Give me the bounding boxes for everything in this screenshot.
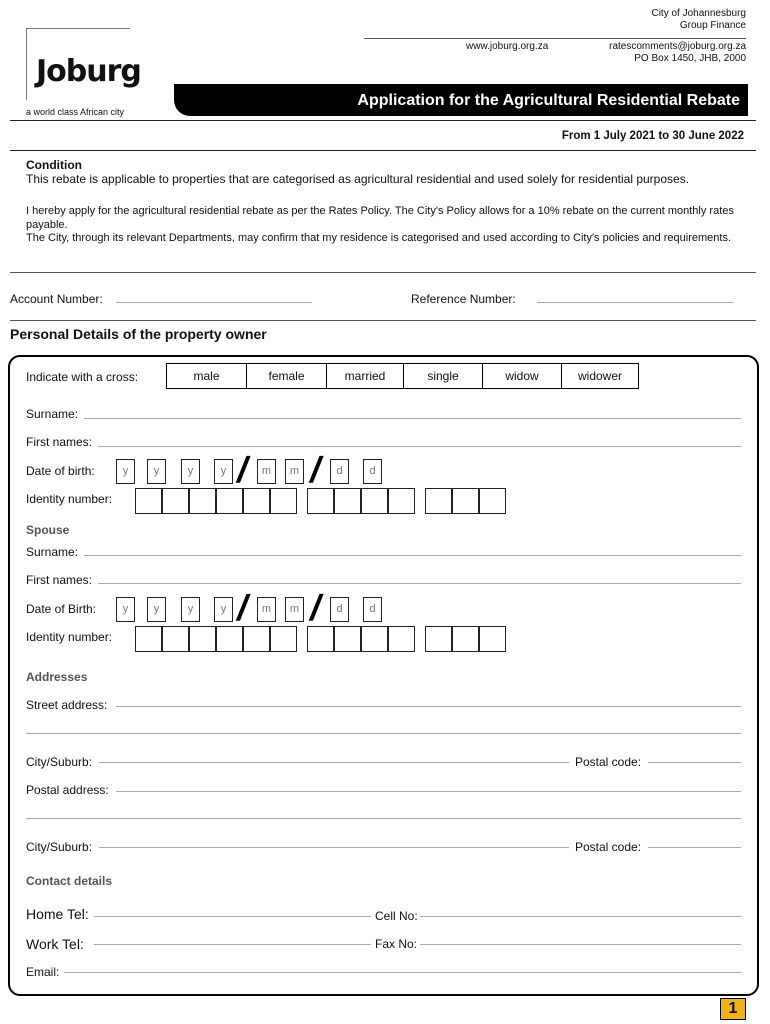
divider xyxy=(10,150,756,151)
spouse-surname-field[interactable] xyxy=(84,555,741,556)
org-line-2: Group Finance xyxy=(679,20,746,31)
divider xyxy=(10,272,756,273)
dob-year-digit[interactable]: y xyxy=(214,459,233,484)
rebate-period: From 1 July 2021 to 30 June 2022 xyxy=(561,130,744,142)
postal-city-suburb-label: City/Suburb: xyxy=(26,840,93,854)
verification-statement: The City, through its relevant Departments, may confirm that my residence is categorised and used according to City's policies and requirements. xyxy=(26,232,731,244)
fax-no-field[interactable] xyxy=(420,944,741,945)
website-link[interactable]: www.joburg.org.za xyxy=(466,41,549,52)
city-suburb-label: City/Suburb: xyxy=(26,755,93,769)
spouse-dob-year-digit[interactable]: y xyxy=(147,597,166,622)
spouse-identity-number-boxes[interactable] xyxy=(425,626,506,652)
divider xyxy=(10,120,756,121)
postal-code-label: Postal code: xyxy=(575,755,642,769)
date-separator-icon: / xyxy=(233,449,253,490)
date-separator-icon: / xyxy=(306,449,326,490)
condition-text: This rebate is applicable to properties that are categorised as agricultural residential and used solely for residential purposes. xyxy=(26,172,690,186)
po-box: PO Box 1450, JHB, 2000 xyxy=(634,53,746,64)
dob-day-digit[interactable]: d xyxy=(330,459,349,484)
spouse-identity-number-boxes[interactable] xyxy=(307,626,415,652)
identity-number-boxes[interactable] xyxy=(307,488,415,514)
personal-details-panel xyxy=(8,355,759,996)
personal-details-title: Personal Details of the property owner xyxy=(10,326,267,342)
spouse-dob-day-digit[interactable]: d xyxy=(363,597,382,622)
joburg-logo: Joburg xyxy=(36,54,141,89)
cell-no-label: Cell No: xyxy=(375,909,418,923)
date-separator-icon: / xyxy=(233,587,253,628)
city-suburb-field[interactable] xyxy=(99,762,569,763)
street-address-line-2[interactable] xyxy=(26,733,741,734)
street-address-field[interactable] xyxy=(116,706,741,707)
work-tel-field[interactable] xyxy=(94,944,371,945)
spouse-heading: Spouse xyxy=(26,523,70,537)
option-single[interactable]: single xyxy=(403,363,483,389)
cross-indicator-label: Indicate with a cross: xyxy=(26,370,139,384)
spouse-first-names-field[interactable] xyxy=(98,583,741,584)
postal-postal-code-field[interactable] xyxy=(648,847,741,848)
spouse-dob-year-digit[interactable]: y xyxy=(181,597,200,622)
application-statement: I hereby apply for the agricultural residential rebate as per the Rates Policy. The City's Policy allows for a 10% rebate on the current monthly rates payable. xyxy=(26,205,734,231)
account-number-field[interactable] xyxy=(116,302,312,303)
postal-address-label: Postal address: xyxy=(26,783,109,797)
addresses-heading: Addresses xyxy=(26,670,88,684)
option-widower[interactable]: widower xyxy=(561,363,639,389)
spouse-identity-number-boxes[interactable] xyxy=(135,626,297,652)
option-female[interactable]: female xyxy=(246,363,327,389)
spouse-identity-number-label: Identity number: xyxy=(26,630,113,644)
org-line-1: City of Johannesburg xyxy=(651,8,746,19)
tagline: a world class African city xyxy=(26,107,125,117)
date-separator-icon: / xyxy=(306,587,326,628)
condition-heading: Condition xyxy=(26,158,82,172)
email-link[interactable]: ratescomments@joburg.org.za xyxy=(609,41,746,52)
surname-label: Surname: xyxy=(26,407,79,421)
organisation-name xyxy=(651,8,746,32)
identity-number-boxes[interactable] xyxy=(135,488,297,514)
option-married[interactable]: married xyxy=(326,363,404,389)
fax-no-label: Fax No: xyxy=(375,937,418,951)
dob-year-digit[interactable]: y xyxy=(116,459,135,484)
spouse-dob-month-digit[interactable]: m xyxy=(285,597,304,622)
divider xyxy=(10,320,756,321)
option-widow[interactable]: widow xyxy=(482,363,562,389)
postal-city-suburb-field[interactable] xyxy=(99,847,569,848)
email-field[interactable] xyxy=(64,972,741,973)
postal-address-field[interactable] xyxy=(116,791,741,792)
account-number-label: Account Number: xyxy=(10,292,103,306)
postal-postal-code-label: Postal code: xyxy=(575,840,642,854)
spouse-dob-year-digit[interactable]: y xyxy=(214,597,233,622)
dob-month-digit[interactable]: m xyxy=(257,459,276,484)
spouse-surname-label: Surname: xyxy=(26,545,79,559)
home-tel-field[interactable] xyxy=(94,916,371,917)
first-names-label: First names: xyxy=(26,435,93,449)
form-title: Application for the Agricultural Residential Rebate xyxy=(174,84,748,116)
dob-day-digit[interactable]: d xyxy=(363,459,382,484)
contact-address xyxy=(609,41,746,65)
street-address-label: Street address: xyxy=(26,698,108,712)
contact-details-heading: Contact details xyxy=(26,874,113,888)
spouse-dob-day-digit[interactable]: d xyxy=(330,597,349,622)
postal-address-line-2[interactable] xyxy=(26,818,741,819)
cell-no-field[interactable] xyxy=(420,916,741,917)
date-of-birth-label: Date of birth: xyxy=(26,464,95,478)
reference-number-field[interactable] xyxy=(537,302,733,303)
identity-number-boxes[interactable] xyxy=(425,488,506,514)
identity-number-label: Identity number: xyxy=(26,492,113,506)
first-names-field[interactable] xyxy=(98,446,741,447)
spouse-dob-month-digit[interactable]: m xyxy=(257,597,276,622)
surname-field[interactable] xyxy=(84,418,741,419)
home-tel-label: Home Tel: xyxy=(26,906,89,922)
dob-year-digit[interactable]: y xyxy=(181,459,200,484)
page-number: 1 xyxy=(720,998,746,1020)
spouse-dob-year-digit[interactable]: y xyxy=(116,597,135,622)
dob-month-digit[interactable]: m xyxy=(285,459,304,484)
reference-number-label: Reference Number: xyxy=(411,292,516,306)
dob-year-digit[interactable]: y xyxy=(147,459,166,484)
postal-code-field[interactable] xyxy=(648,762,741,763)
option-male[interactable]: male xyxy=(166,363,247,389)
header-divider xyxy=(364,38,746,39)
work-tel-label: Work Tel: xyxy=(26,936,84,952)
email-label: Email: xyxy=(26,965,60,979)
spouse-first-names-label: First names: xyxy=(26,573,93,587)
spouse-dob-label: Date of Birth: xyxy=(26,602,97,616)
